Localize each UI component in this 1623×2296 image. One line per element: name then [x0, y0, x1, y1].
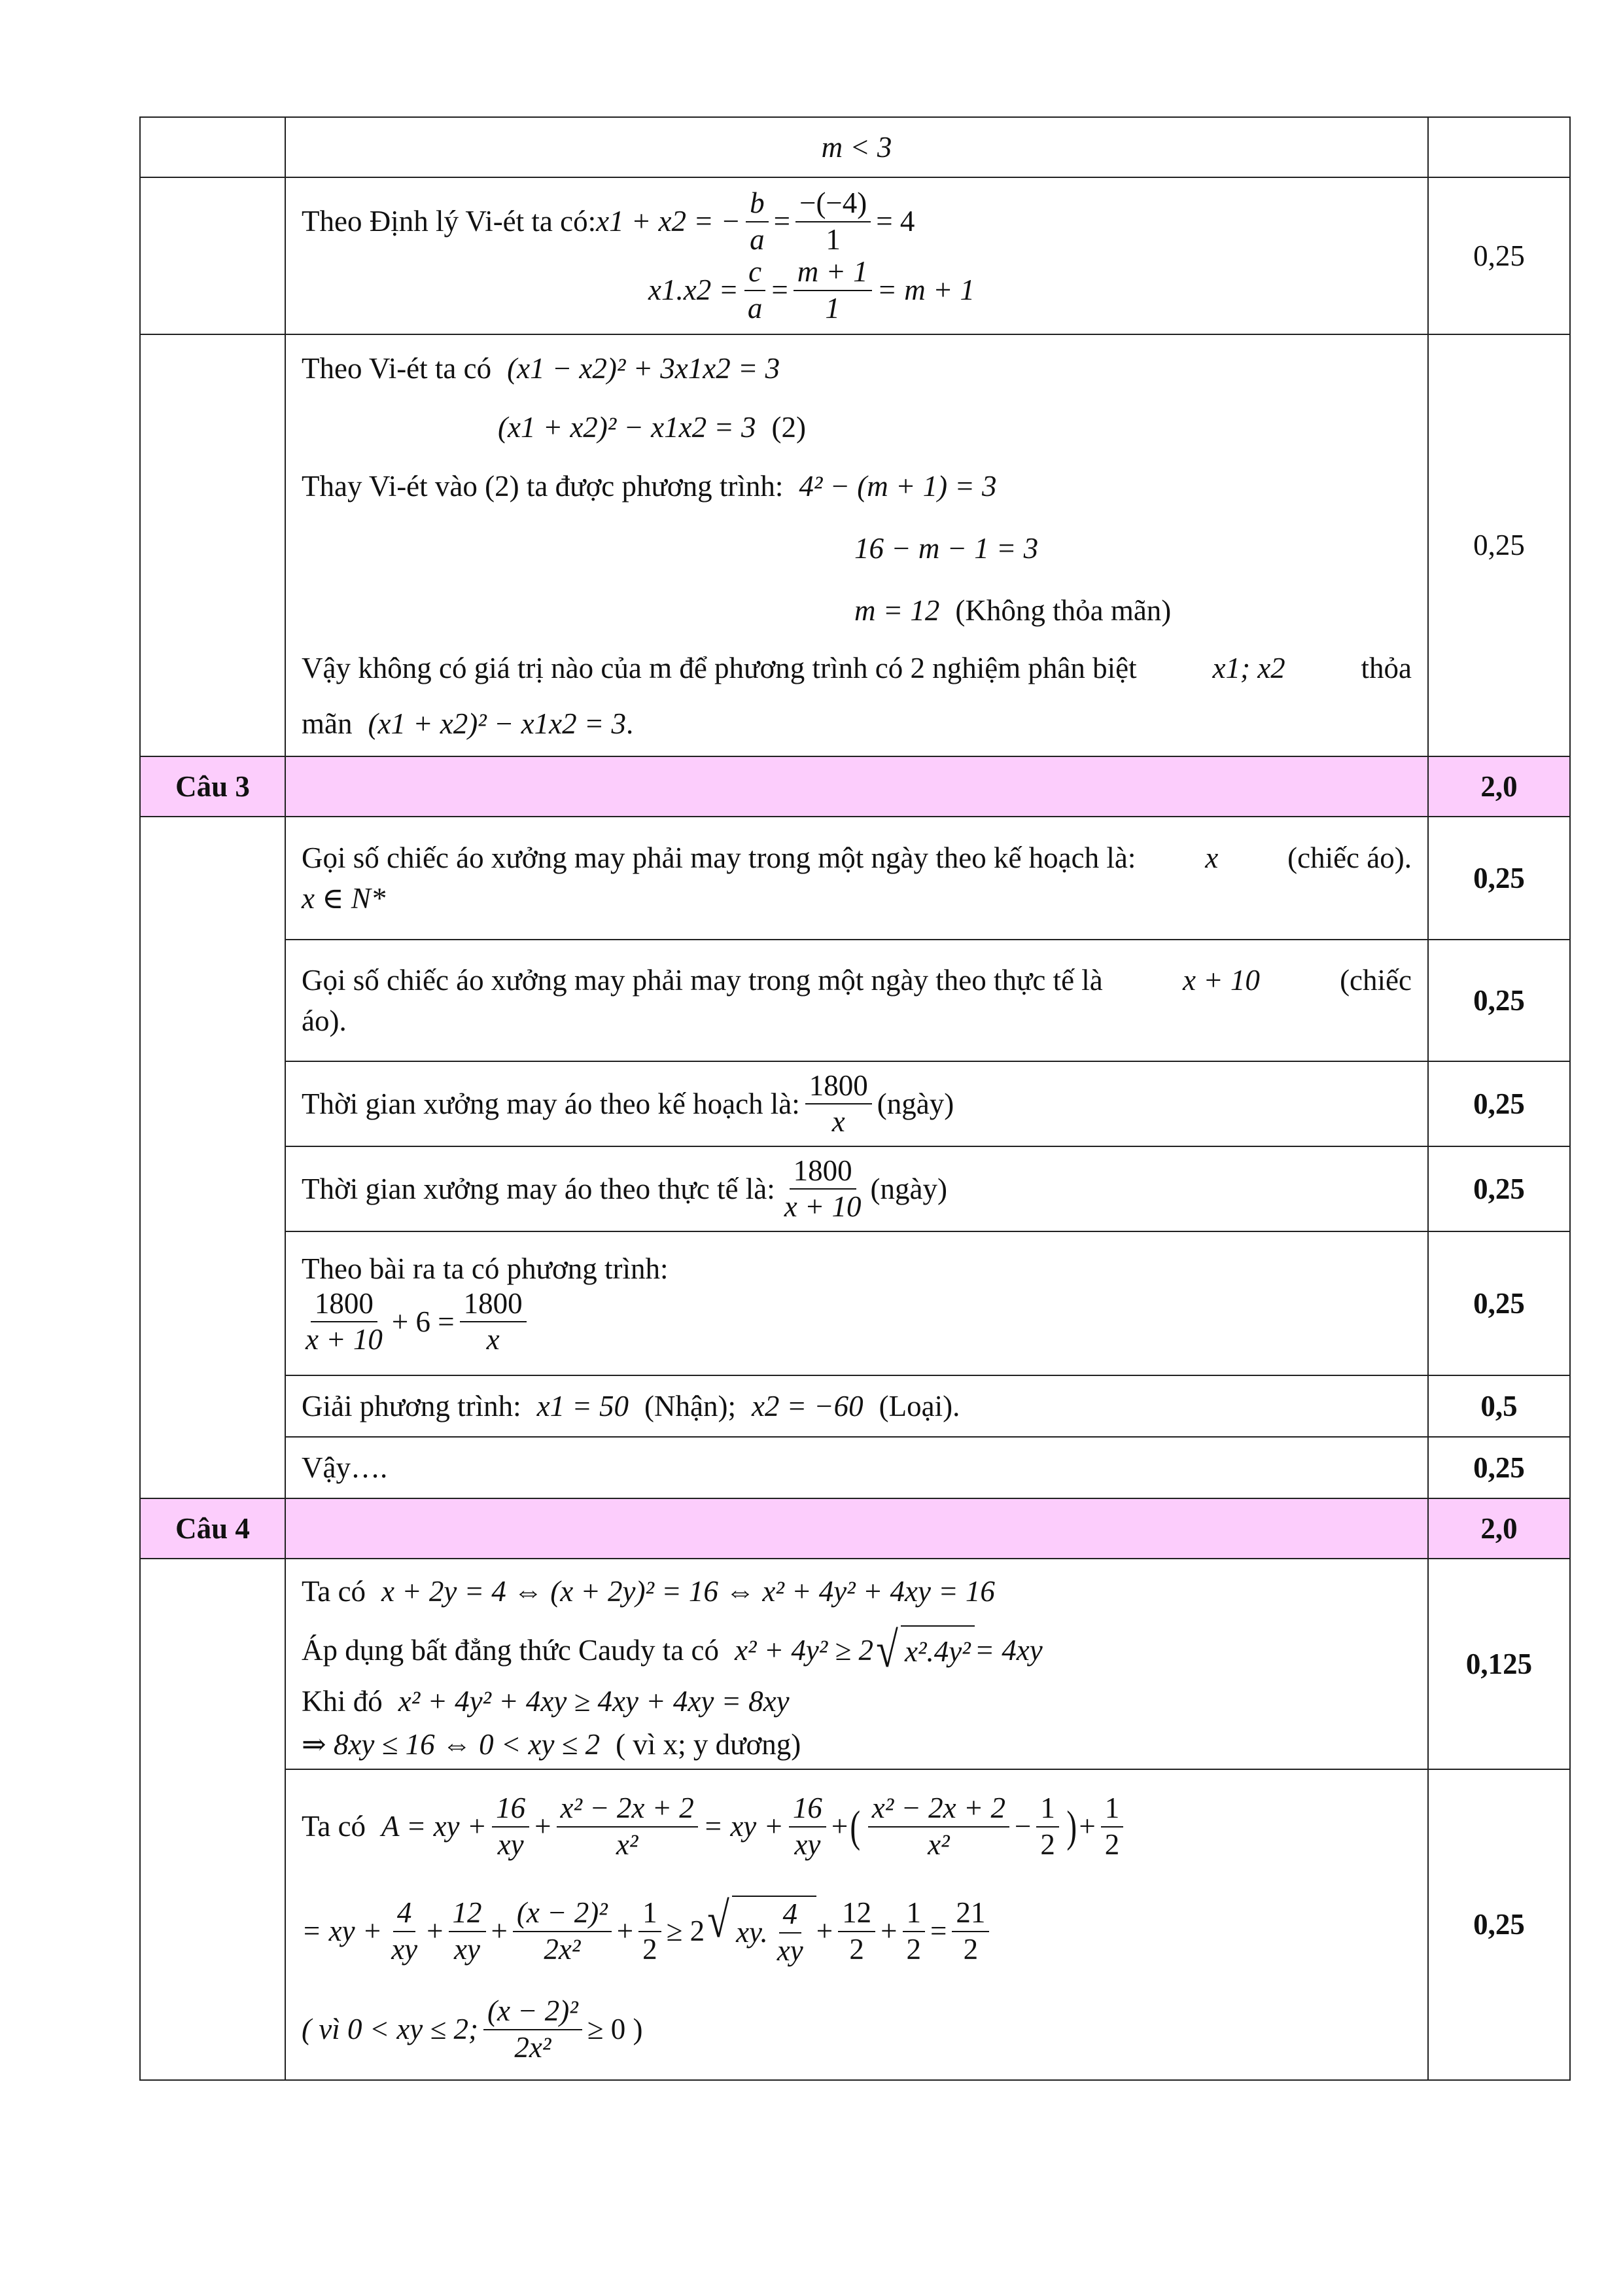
- vieta-sum: Theo Định lý Vi-ét ta có: x1 + x2 = − $\frac{b}{a}$ = $\frac{-(-4)}{1}$ = 4: [302, 186, 915, 256]
- line: Khi đó x² + 4y² + 4xy ≥ 4xy + 4xy = 8xy: [302, 1684, 790, 1718]
- vieta-product: x1.x2 = $\frac{c}{a}$ = $\frac{m + 1}{1}$ = m + 1: [648, 255, 975, 325]
- score-cell: 0,25: [1428, 940, 1570, 1061]
- fraction: $\frac{\text{(x − 2)²}}{\text{2x²}}$: [513, 1897, 612, 1966]
- vieta2-line1: Theo Vi-ét ta có (x1 − x2)² + 3x1x2 = 3: [302, 352, 780, 385]
- score-cell: [1428, 117, 1570, 177]
- content-cell: [285, 177, 1428, 334]
- vieta2-line7: mãn (x1 + x2)² − x1x2 = 3 .: [302, 707, 634, 740]
- content-cell: [285, 817, 1428, 940]
- table-row: [140, 940, 1570, 1061]
- line: Ta có x + 2y = 4 ⇔ (x + 2y)² = 16 ⇔ x² + 4y² + 4xy = 16: [302, 1574, 995, 1608]
- content-cell: [285, 940, 1428, 1061]
- answer-table: [139, 116, 1571, 2081]
- line: Gọi số chiếc áo xưởng may phải may trong một ngày theo thực tế là x + 10 (chiếc: [302, 963, 1412, 997]
- fraction: $\frac{12}{xy}$: [449, 1897, 486, 1966]
- sqrt: √ xy. $\frac{4}{xy}$: [705, 1896, 816, 1967]
- line: Thời gian xưởng may áo theo kế hoạch là: $\frac{1800}{x}$ (ngày): [302, 1069, 954, 1138]
- content-cell: [285, 1375, 1428, 1437]
- vieta2-line6: Vậy không có giá trị nào của m để phương trình có 2 nghiệm phân biệt x1; x2 thỏa: [302, 651, 1412, 684]
- label-cell: [140, 1559, 285, 2080]
- section-label: Câu 4: [140, 1498, 285, 1559]
- fraction: $\frac{16}{xy}$: [492, 1792, 529, 1861]
- fraction: $\frac{m + 1}{1}$: [794, 256, 872, 325]
- table-row: [140, 1559, 1570, 1769]
- vieta2-line2: (x1 + x2)² − x1x2 = 3 (2): [498, 411, 806, 444]
- fraction: $\frac{-(-4)}{1}$: [795, 187, 871, 256]
- line: Giải phương trình: x1 = 50 (Nhận); x2 = −60 (Loại).: [302, 1389, 960, 1422]
- line: = xy + $\frac{4}{xy}$ + $\frac{12}{xy}$ + $\frac{\text{(x − 2)²}}{\text{2x²}}$ + $\frac{1}{2}$ ≥ 2 √ xy. $\frac{4}{xy}$ + $\frac{12}{2}$ + $\frac{1}{2}$ = $\frac{21}{2}$: [302, 1879, 1412, 1984]
- table-row: [140, 177, 1570, 334]
- content-cell: [285, 1061, 1428, 1146]
- table-row: [140, 817, 1570, 940]
- score-cell: 0,25: [1428, 177, 1570, 334]
- label-cell: [140, 177, 285, 334]
- section-total: 2,0: [1428, 756, 1570, 817]
- vieta2-line5: m = 12 (Không thỏa mãn): [854, 594, 1172, 627]
- sqrt: √ x².4y²: [873, 1625, 975, 1676]
- fraction: $\frac{c}{a}$: [744, 256, 767, 325]
- line: Thời gian xưởng may áo theo thực tế là: $\frac{1800}{x + 10}$ (ngày): [302, 1154, 947, 1223]
- table-row: [140, 334, 1570, 756]
- table-row: [140, 1231, 1570, 1375]
- fraction: $\frac{\text{x² − 2x + 2}}{\text{x²}}$: [557, 1792, 698, 1861]
- line: áo).: [302, 1004, 347, 1037]
- fraction: $\frac{\text{(x − 2)²}}{\text{2x²}}$: [483, 1995, 582, 2064]
- line: Áp dụng bất đẳng thức Caudy ta có x² + 4y² ≥ 2 √ x².4y² = 4xy: [302, 1621, 1043, 1678]
- fraction: $\frac{1}{2}$: [903, 1897, 926, 1966]
- fraction: $\frac{16}{xy}$: [789, 1792, 826, 1861]
- score-cell: 0,25: [1428, 1146, 1570, 1231]
- table-row: [140, 1375, 1570, 1437]
- section-content: [285, 756, 1428, 817]
- vieta2-line4: 16 − m − 1 = 3: [854, 532, 1039, 565]
- fraction: $\frac{1}{2}$: [1101, 1792, 1124, 1861]
- line: ( vì 0 < xy ≤ 2; $\frac{\text{(x − 2)²}}{\text{2x²}}$ ≥ 0 ): [302, 1994, 643, 2064]
- content-cell: [285, 1769, 1428, 2080]
- table-row: [140, 1769, 1570, 2080]
- score-cell: 0,25: [1428, 1061, 1570, 1146]
- line: Theo bài ra ta có phương trình:: [302, 1252, 669, 1286]
- label-cell: [140, 817, 285, 1498]
- content-cell: [285, 334, 1428, 756]
- score-cell: 0,25: [1428, 334, 1570, 756]
- content-cell: [285, 1437, 1428, 1498]
- section-content: [285, 1498, 1428, 1559]
- content-cell: [285, 117, 1428, 177]
- score-cell: 0,25: [1428, 817, 1570, 940]
- table-row: [140, 1437, 1570, 1498]
- content-cell: [285, 1231, 1428, 1375]
- content-cell: [285, 1559, 1428, 1769]
- line: Vậy….: [302, 1451, 388, 1484]
- line: Gọi số chiếc áo xưởng may phải may trong một ngày theo kế hoạch là: x (chiếc áo).: [302, 841, 1412, 874]
- fraction: $\frac{1800}{x + 10}$: [784, 1154, 862, 1223]
- table-row: [140, 1061, 1570, 1146]
- content-cell: [285, 1146, 1428, 1231]
- line: ⇒ 8xy ≤ 16 ⇔ 0 < xy ≤ 2 ( vì x; y dương): [302, 1727, 801, 1761]
- fraction: $\frac{1}{2}$: [638, 1897, 661, 1966]
- score-cell: 0,25: [1428, 1437, 1570, 1498]
- fraction: $\frac{21}{2}$: [952, 1897, 989, 1966]
- fraction: $\frac{1}{2}$: [1036, 1792, 1059, 1861]
- vieta2-line3: Thay Vi-ét vào (2) ta được phương trình: 4² − (m + 1) = 3: [302, 470, 997, 503]
- label-cell: [140, 334, 285, 756]
- fraction: $\frac{b}{a}$: [746, 187, 769, 256]
- fraction: $\frac{1800}{x}$: [460, 1288, 527, 1356]
- table-row: [140, 1146, 1570, 1231]
- score-cell: 0,5: [1428, 1375, 1570, 1437]
- fraction: $\frac{1800}{x}$: [805, 1070, 872, 1139]
- fraction: $\frac{1800}{x + 10}$: [305, 1286, 383, 1356]
- section-total: 2,0: [1428, 1498, 1570, 1559]
- line: Ta có A = xy + $\frac{16}{xy}$ + $\frac{\text{x² − 2x + 2}}{\text{x²}}$ = xy + $\frac{16}{xy}$ + ( $\frac{\text{x² − 2x + 2}}{\text{x²}}$ − $\frac{1}{2}$ ) + $\frac{1}{2}$: [302, 1775, 1412, 1879]
- condition: x ∈ N*: [302, 881, 386, 915]
- label-cell: [140, 117, 285, 177]
- table-row: [140, 117, 1570, 177]
- score-cell: 0,125: [1428, 1559, 1570, 1769]
- fraction: $\frac{\text{x² − 2x + 2}}{\text{x²}}$: [868, 1792, 1009, 1861]
- section-label: Câu 3: [140, 756, 285, 817]
- condition-m: m < 3: [821, 130, 892, 164]
- section-header-row: [140, 756, 1570, 817]
- fraction: $\frac{4}{xy}$: [391, 1896, 418, 1966]
- score-cell: 0,25: [1428, 1769, 1570, 2080]
- fraction: $\frac{12}{2}$: [838, 1897, 875, 1966]
- section-header-row: [140, 1498, 1570, 1559]
- equation: $\frac{1800}{x + 10}$ + 6 = $\frac{1800}{x}$: [302, 1288, 1412, 1356]
- score-cell: 0,25: [1428, 1231, 1570, 1375]
